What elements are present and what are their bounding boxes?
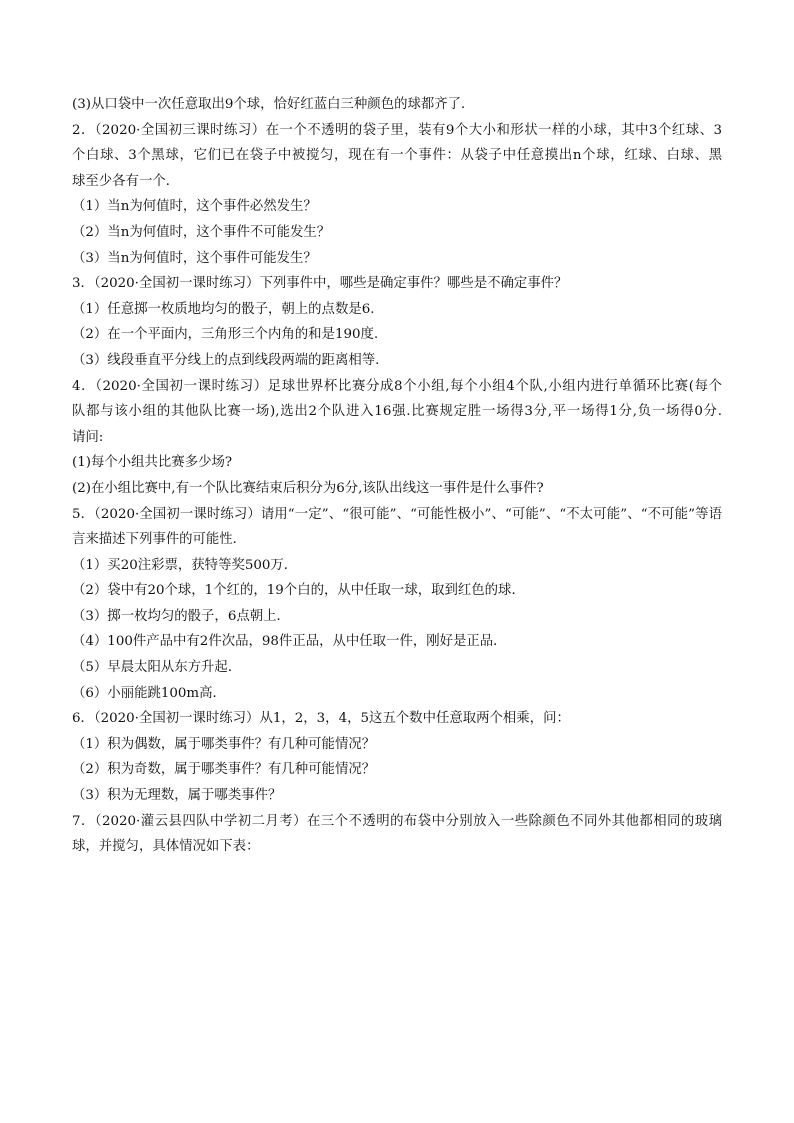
question-6-stem: 6．（2020·全国初一课时练习）从1，2，3，4，5这五个数中任意取两个相乘，问： <box>72 711 570 727</box>
question-6-sub-3: （3）积为无理数，属于哪类事件？ <box>72 788 282 804</box>
question-2-line-1: 2．（2020·全国初三课时练习）在一个不透明的袋子里，装有9个大小和形状一样的小球，其中3个红球、3 <box>72 122 722 138</box>
question-7-line-2: 球，并搅匀，具体情况如下表： <box>72 839 260 855</box>
question-5-sub-3: （3）掷一枚均匀的骰子，6点朝上． <box>72 608 290 624</box>
question-5-sub-4: （4）100件产品中有2件次品，98件正品，从中任取一件，刚好是正品． <box>72 634 507 650</box>
question-6-sub-2: （2）积为奇数，属于哪类事件？有几种可能情况？ <box>72 762 376 778</box>
question-5-line-2: 言来描述下列事件的可能性． <box>72 532 247 548</box>
text-line: (3)从口袋中一次任意取出9个球，恰好红蓝白三种颜色的球都齐了． <box>72 97 475 112</box>
question-4-sub-2: (2)在小组比赛中,有一个队比赛结束后积分为6分,该队出线这一事件是什么事件? <box>72 480 544 496</box>
question-5-sub-5: （5）早晨太阳从东方升起． <box>72 660 242 676</box>
question-6-sub-1: （1）积为偶数，属于哪类事件？有几种可能情况？ <box>72 736 376 752</box>
question-4-line-3: 请问: <box>72 429 104 445</box>
question-2-sub-3: （3）当n为何值时，这个事件可能发生？ <box>72 250 317 266</box>
question-2-line-3: 球至少各有一个． <box>72 173 180 189</box>
question-7-line-1: 7．（2020·灌云县四队中学初二月考）在三个不透明的布袋中分别放入一些除颜色不同外其他都相同的玻璃 <box>72 813 722 829</box>
question-5-sub-6: （6）小丽能跳100m高． <box>72 685 226 701</box>
question-5-sub-1: （1）买20注彩票，获特等奖500万． <box>72 557 298 573</box>
question-5-sub-2: （2）袋中有20个球，1个红的，19个白的，从中任取一球，取到红色的球． <box>72 583 525 599</box>
question-5-line-1: 5．（2020·全国初一课时练习）请用“一定”、“很可能”、“可能性极小”、“可能”、“不太可能”、“不可能”等语 <box>72 506 722 522</box>
question-3-sub-3: （3）线段垂直平分线上的点到线段两端的距离相等. <box>72 352 380 368</box>
question-2-sub-2: （2）当n为何值时，这个事件不可能发生？ <box>72 224 331 240</box>
question-3-sub-1: （1）任意掷一枚质地均匀的骰子，朝上的点数是6. <box>72 301 375 317</box>
question-4-line-2: 队都与该小组的其他队比赛一场),选出2个队进入16强.比赛规定胜一场得3分,平一场得1分,负一场得0分. <box>72 404 722 420</box>
question-4-sub-1: (1)每个小组共比赛多少场? <box>72 455 233 471</box>
question-2-line-2: 个白球、3个黑球，它们已在袋子中被搅匀，现在有一个事件：从袋子中任意摸出n个球，红球、白球、黑 <box>72 148 722 164</box>
question-4-line-1: 4．（2020·全国初一课时练习）足球世界杯比赛分成8个小组,每个小组4个队,小组内进行单循环比赛(每个 <box>72 378 722 394</box>
question-3-stem: 3．（2020·全国初一课时练习）下列事件中，哪些是确定事件？哪些是不确定事件？ <box>72 276 568 292</box>
question-2-sub-1: （1）当n为何值时，这个事件必然发生？ <box>72 199 317 215</box>
document-body <box>72 92 722 860</box>
question-3-sub-2: （2）在一个平面内，三角形三个内角的和是190度. <box>72 327 379 343</box>
